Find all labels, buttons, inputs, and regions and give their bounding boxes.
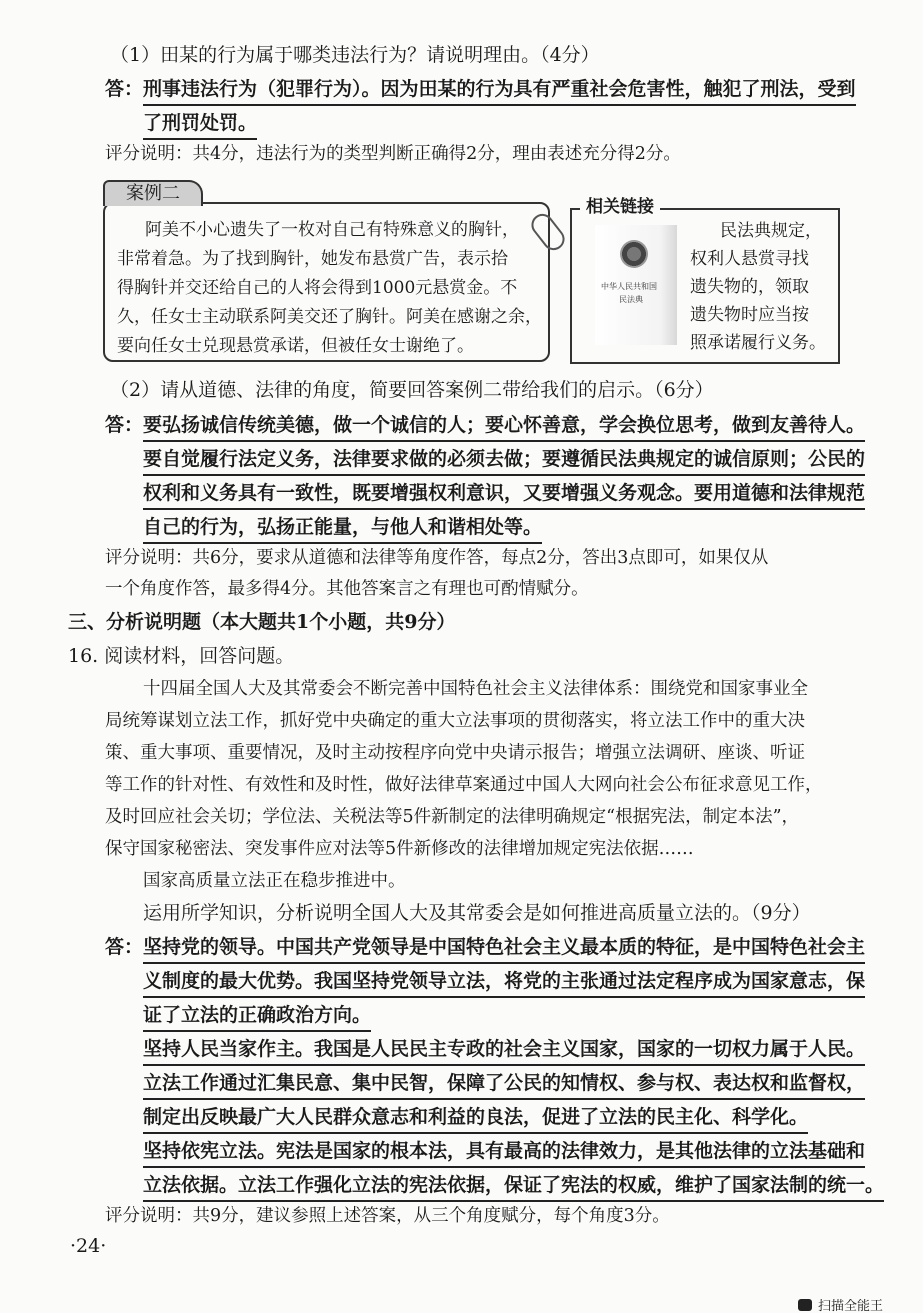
book-title-line1: 中华人民共和国 [601,282,657,291]
q2-answer-line [143,446,865,476]
answer-label: 答： [105,936,144,958]
q2-answer-text: 要弘扬诚信传统美德，做一个诚信的人；要心怀善意，学会换位思考，做到友善待人。 [143,412,865,442]
page-number: ·24· [70,1235,107,1257]
case2-line: 得胸针并交还给自己的人将会得到1000元悬赏金。不 [117,278,518,298]
q2-answer-text: 自己的行为，弘扬正能量，与他人和谐相处等。 [143,514,542,544]
q2-answer-line [105,412,865,442]
q16-answer-line [143,1104,808,1134]
case2-line: 久，任女士主动联系阿美交还了胸针。阿美在感谢之余， [117,307,542,327]
q16-answer-line [143,1036,865,1066]
q16-answer-text: 证了立法的正确政治方向。 [143,1002,371,1032]
q16-stem: 16. 阅读材料，回答问题。 [68,645,295,667]
case2-line: 阿美不小心遗失了一枚对自己有特殊意义的胸针， [145,220,519,240]
q1-question: （1）田某的行为属于哪类违法行为？请说明理由。（4分） [110,44,600,66]
q1-answer-text2: 了刑罚处罚。 [143,110,257,140]
q16-answer-line [143,1138,865,1168]
q16-answer-line [143,1002,371,1032]
answer-label: 答： [105,414,144,436]
q16-answer-line [143,1172,884,1202]
related-link-line: 照承诺履行义务。 [690,333,826,353]
q16-answer-line [105,934,865,964]
q16-material-end: 国家高质量立法正在稳步推进中。 [143,871,406,891]
q16-scoring: 评分说明：共9分，建议参照上述答案，从三个角度赋分，每个角度3分。 [105,1206,670,1226]
q16-answer-text: 立法工作通过汇集民意、集中民智，保障了公民的知情权、参与权、表达权和监督权， [143,1070,865,1100]
national-emblem-icon [620,240,648,268]
case2-line: 要向任女士兑现悬赏承诺，但被任女士谢绝了。 [117,336,474,356]
related-link-title: 相关链接 [580,195,660,219]
related-link-line: 民法典规定， [720,221,822,241]
q16-answer-text: 坚持人民当家作主。我国是人民民主专政的社会主义国家，国家的一切权力属于人民。 [143,1036,865,1066]
q2-answer-text: 权利和义务具有一致性，既要增强权利意识，又要增强义务观念。要用道德和法律规范 [143,480,865,510]
section3-heading: 三、分析说明题（本大题共1个小题，共9分） [68,611,456,633]
book-title-line2: 民法典 [619,295,643,304]
q1-answer-line2 [143,110,257,140]
q16-answer-text: 坚持依宪立法。宪法是国家的根本法，具有最高的法律效力，是其他法律的立法基础和 [143,1138,865,1168]
q1-scoring: 评分说明：共4分，违法行为的类型判断正确得2分，理由表述充分得2分。 [105,144,681,164]
q16-answer-line [143,1070,865,1100]
case2-tab: 案例二 [103,180,203,206]
q2-question: （2）请从道德、法律的角度，简要回答案例二带给我们的启示。（6分） [110,379,714,401]
q1-answer-text1: 刑事违法行为（犯罪行为）。因为田某的行为具有严重社会危害性，触犯了刑法，受到 [143,76,856,106]
answer-label: 答： [105,78,144,100]
q1-answer-line1 [105,76,856,106]
q2-scoring-line2: 一个角度作答，最多得4分。其他答案言之有理也可酌情赋分。 [105,579,589,599]
related-link-line: 遗失物时应当按 [690,305,809,325]
related-link-line: 权利人悬赏寻找 [690,249,809,269]
scanner-watermark [798,1299,923,1313]
q16-answer-text: 义制度的最大优势。我国坚持党领导立法，将党的主张通过法定程序成为国家意志，保 [143,968,865,998]
q16-material-line: 局统筹谋划立法工作，抓好党中央确定的重大立法事项的贯彻落实，将立法工作中的重大决 [105,711,805,731]
q16-material-line: 及时回应社会关切；学位法、关税法等5件新制定的法律明确规定“根据宪法，制定本法”， [105,807,800,827]
related-link-line: 遗失物的，领取 [690,277,809,297]
q2-scoring-line1: 评分说明：共6分，要求从道德和法律等角度作答，每点2分，答出3点即可，如果仅从 [105,548,769,568]
q16-answer-text: 制定出反映最广大人民群众意志和利益的良法，促进了立法的民主化、科学化。 [143,1104,808,1134]
case2-line: 非常着急。为了找到胸针，她发布悬赏广告，表示拾 [117,249,508,269]
q2-answer-line [143,514,542,544]
scanner-app-icon [798,1299,812,1311]
q16-material-line: 策、重大事项、重要情况，及时主动按程序向党中央请示报告；增强立法调研、座谈、听证 [105,743,805,763]
q16-answer-line [143,968,865,998]
q16-material-line: 等工作的针对性、有效性和及时性，做好法律草案通过中国人大网向社会公布征求意见工作， [105,775,823,795]
q16-answer-text: 坚持党的领导。中国共产党领导是中国特色社会主义最本质的特征，是中国特色社会主 [143,934,865,964]
q2-answer-text: 要自觉履行法定义务，法律要求做的必须去做；要遵循民法典规定的诚信原则；公民的 [143,446,865,476]
q16-material-line: 十四届全国人大及其常委会不断完善中国特色社会主义法律体系：围绕党和国家事业全 [143,679,808,699]
q16-material-line: 保守国家秘密法、突发事件应对法等5件新修改的法律增加规定宪法依据…… [105,839,694,859]
q2-answer-line [143,480,865,510]
scanner-watermark-text: 扫描全能王 [818,1299,884,1313]
q16-question: 运用所学知识，分析说明全国人大及其常委会是如何推进高质量立法的。（9分） [143,902,811,924]
q16-answer-text: 立法依据。立法工作强化立法的宪法依据，保证了宪法的权威，维护了国家法制的统一。 [143,1172,884,1202]
